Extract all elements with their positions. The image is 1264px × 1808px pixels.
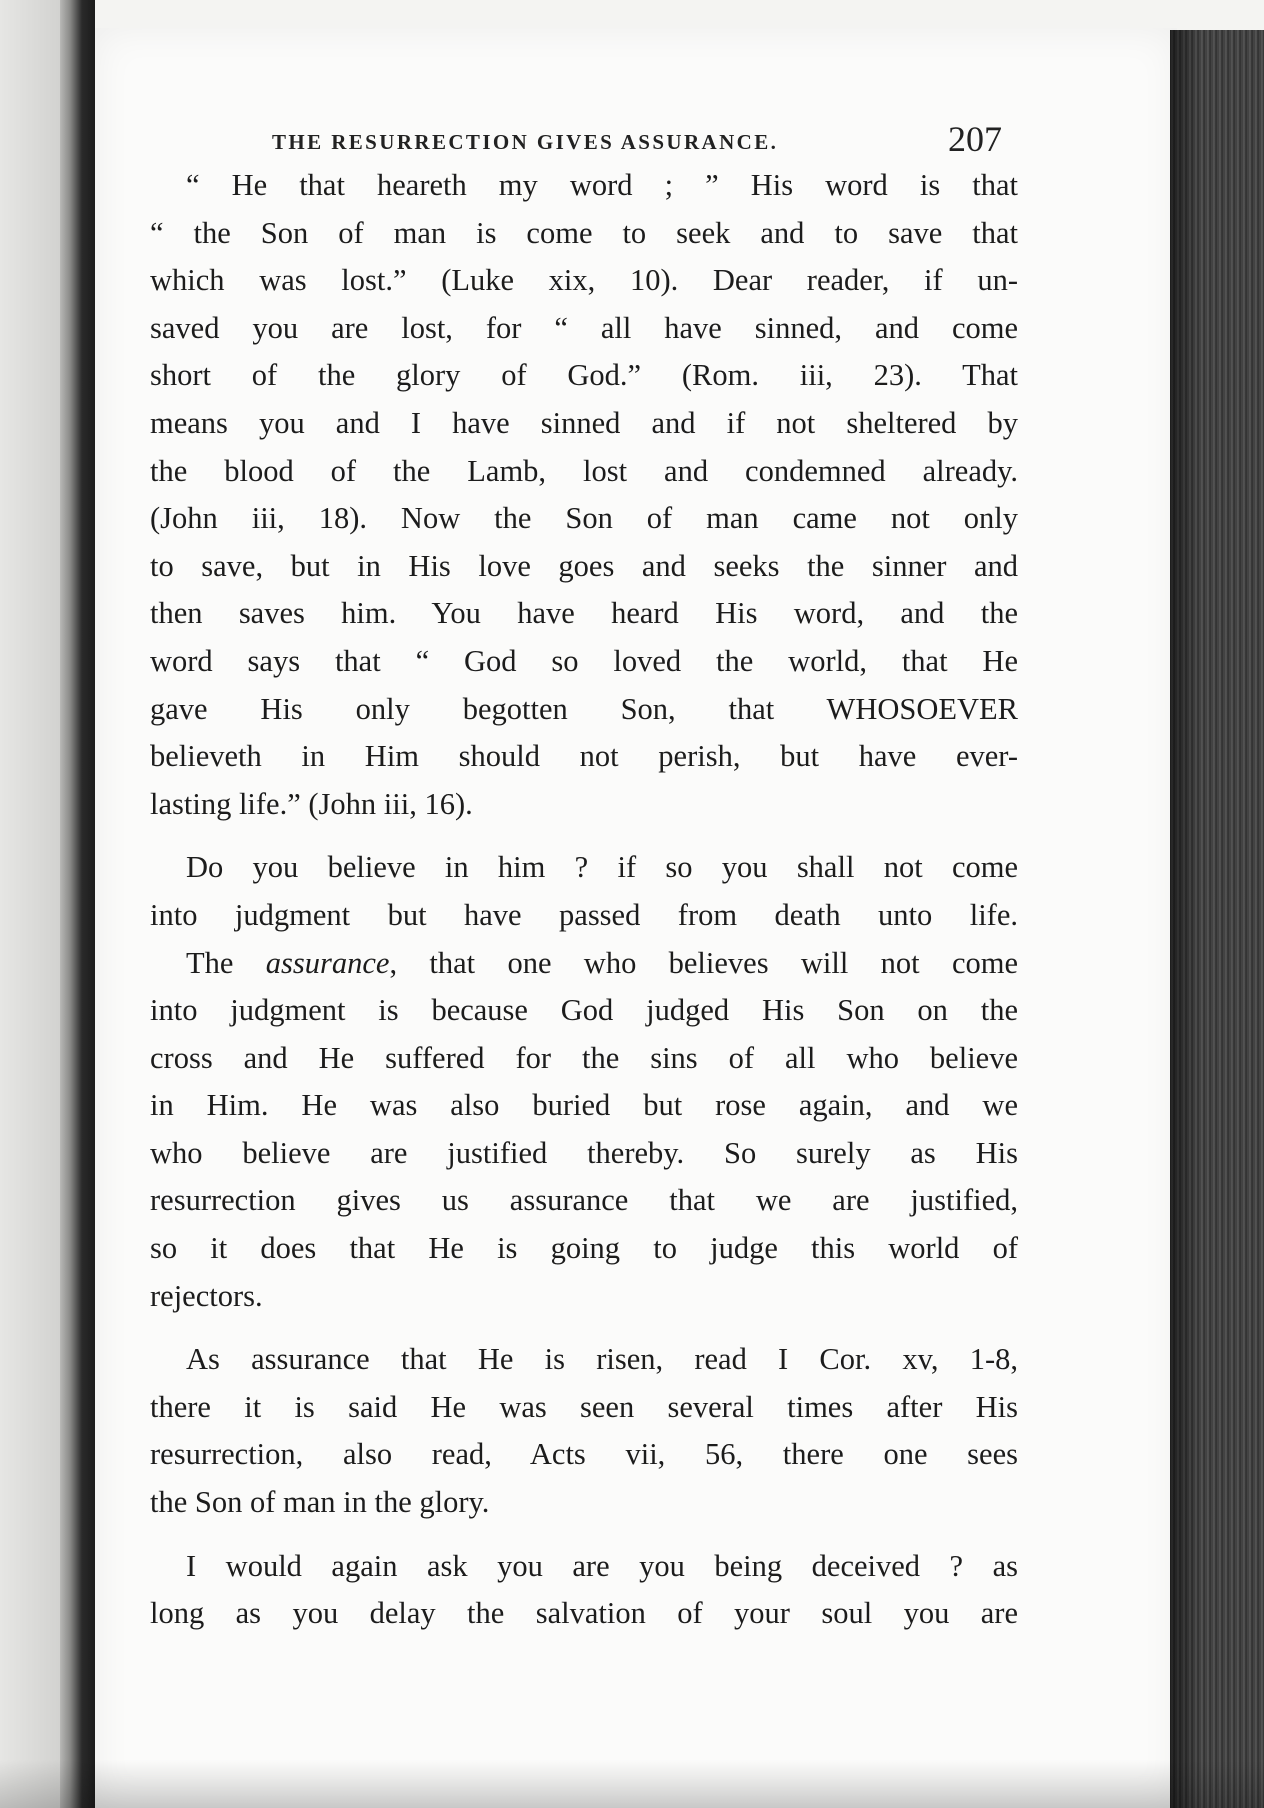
page-stack-shadow xyxy=(1170,30,1200,1808)
text-line: so it does that He is going to judge this world of xyxy=(150,1231,1018,1266)
text-line: which was lost.” (Luke xix, 10). Dear reader, if un- xyxy=(150,263,1018,298)
text-line: into judgment but have passed from death unto life. xyxy=(150,897,1018,932)
text-line: “ He that heareth my word ; ” His word is that xyxy=(186,168,1018,202)
text-line: word says that “ God so loved the world, that He xyxy=(150,643,1018,678)
text-line: means you and I have sinned and if not sheltered by xyxy=(150,405,1018,440)
paragraph-4 xyxy=(150,1342,1018,1532)
paragraph-2 xyxy=(150,850,1018,945)
text-line: believeth in Him should not perish, but have ever- xyxy=(150,739,1018,774)
text-line: long as you delay the salvation of your soul you are xyxy=(150,1596,1018,1631)
text-line: Do you believe in him ? if so you shall not come xyxy=(186,850,1018,885)
page-number: 207 xyxy=(948,119,1002,159)
text-line xyxy=(150,946,1018,994)
body-text xyxy=(150,168,1018,1644)
text-span: The xyxy=(186,945,266,980)
paragraph-5 xyxy=(150,1549,1018,1644)
text-span: , that one who believes will not come xyxy=(389,945,1019,980)
text-line: saved you are lost, for “ all have sinned, and come xyxy=(150,310,1018,345)
paragraph-1 xyxy=(150,168,1018,834)
text-line: gave His only begotten Son, that WHOSOEVER xyxy=(150,691,1018,726)
text-line: I would again ask you are you being deceived ? as xyxy=(186,1548,1018,1583)
text-line: to save, but in His love goes and seeks the sinner and xyxy=(150,548,1018,583)
text-line: lasting life.” (John iii, 16). xyxy=(150,786,473,821)
text-line: then saves him. You have heard His word, and the xyxy=(150,596,1018,631)
text-line: resurrection gives us assurance that we are justified, xyxy=(150,1183,1018,1218)
text-line: “ the Son of man is come to seek and to save that xyxy=(150,215,1018,250)
facing-page-edge xyxy=(0,0,60,1808)
text-line: the Son of man in the glory. xyxy=(150,1485,490,1520)
bottom-shadow xyxy=(0,1760,1264,1808)
emphasis-word: assurance xyxy=(265,945,390,980)
text-line: who believe are justified thereby. So surely as His xyxy=(150,1135,1018,1170)
text-line: (John iii, 18). Now the Son of man came not only xyxy=(150,501,1018,536)
text-line: in Him. He was also buried but rose again, and we xyxy=(150,1088,1018,1123)
running-head: THE RESURRECTION GIVES ASSURANCE. xyxy=(272,130,779,154)
text-line: into judgment is because God judged His Son on the xyxy=(150,993,1018,1028)
text-line: there it is said He was seen several times after His xyxy=(150,1389,1018,1424)
text-line: cross and He suffered for the sins of all who believe xyxy=(150,1040,1018,1075)
text-line: the blood of the Lamb, lost and condemned already. xyxy=(150,453,1018,488)
paragraph-3 xyxy=(150,946,1018,1327)
text-line: As assurance that He is risen, read I Cor. xv, 1-8, xyxy=(186,1342,1018,1377)
text-line: rejectors. xyxy=(150,1278,263,1313)
text-line: resurrection, also read, Acts vii, 56, there one sees xyxy=(150,1437,1018,1472)
text-line: short of the glory of God.” (Rom. iii, 23). That xyxy=(150,358,1018,393)
